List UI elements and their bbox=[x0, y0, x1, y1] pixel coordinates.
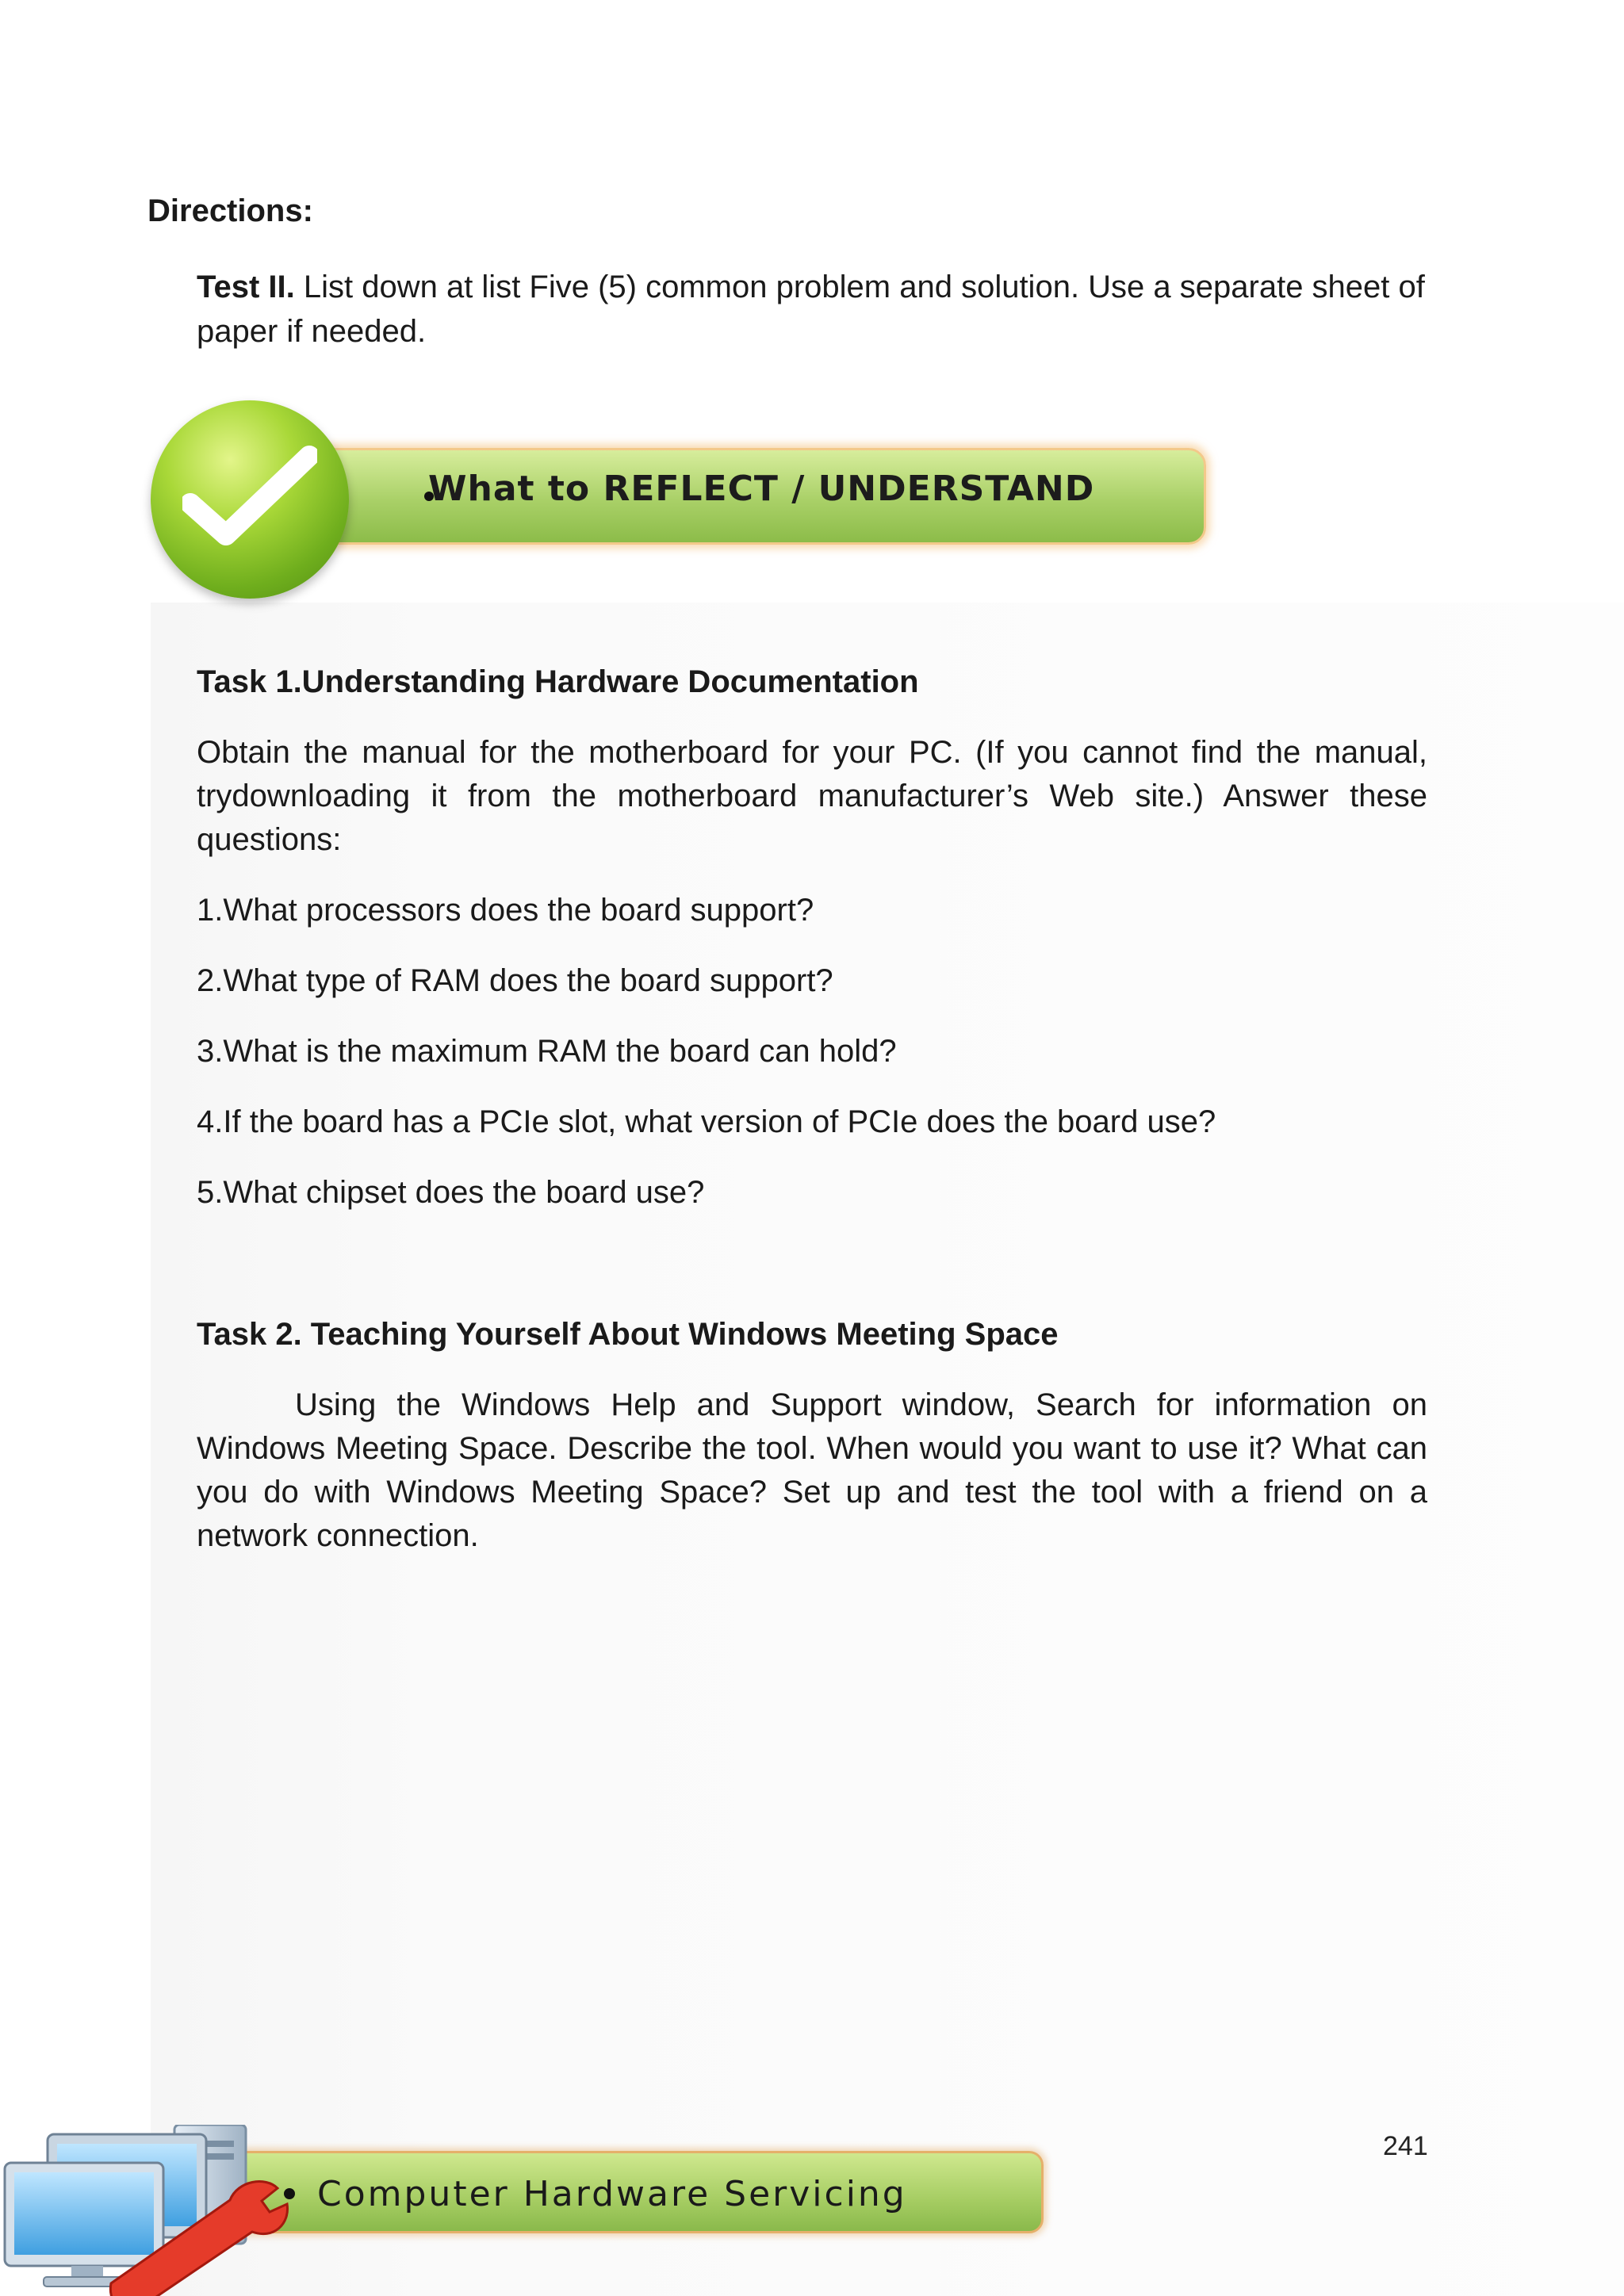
check-icon bbox=[151, 400, 349, 599]
task-1-intro: Obtain the manual for the motherboard for your PC. (If you cannot find the manual, trydownloading it from the motherboard manufacturer’s Web site.) Answer these questions: bbox=[197, 735, 1427, 857]
reflect-understand-banner bbox=[151, 400, 1245, 599]
test-ii-instructions bbox=[197, 265, 1434, 354]
footer-label: Computer Hardware Servicing bbox=[317, 2174, 907, 2214]
question-item: 1.What processors does the board support? bbox=[197, 893, 814, 928]
question-item: 4.If the board has a PCIe slot, what version of PCIe does the board use? bbox=[197, 1104, 1216, 1139]
computer-wrench-icon bbox=[0, 2125, 317, 2296]
question-item: 5.What chipset does the board use? bbox=[197, 1175, 705, 1210]
test-ii-label: Test II. bbox=[197, 270, 295, 304]
question-item: 3.What is the maximum RAM the board can hold? bbox=[197, 1034, 897, 1069]
test-ii-text: List down at list Five (5) common problem and solution. Use a separate sheet of paper if needed. bbox=[197, 270, 1425, 349]
task-2-body: Using the Windows Help and Support window, Search for information on Windows Meeting Space. Describe the tool. When would you want to use it? What can you do with Windows Meeting Space? Set up and test the tool with a friend on a network connection. bbox=[197, 1387, 1427, 1553]
page-number: 241 bbox=[1383, 2131, 1428, 2161]
directions-heading: Directions: bbox=[147, 193, 313, 228]
task-1-title: Task 1.Understanding Hardware Documentation bbox=[197, 664, 919, 699]
question-item: 2.What type of RAM does the board support? bbox=[197, 963, 833, 998]
footer-banner bbox=[0, 2125, 1078, 2296]
banner-label: What to REFLECT / UNDERSTAND bbox=[428, 469, 1095, 509]
task-2-title: Task 2. Teaching Yourself About Windows Meeting Space bbox=[197, 1317, 1059, 1352]
